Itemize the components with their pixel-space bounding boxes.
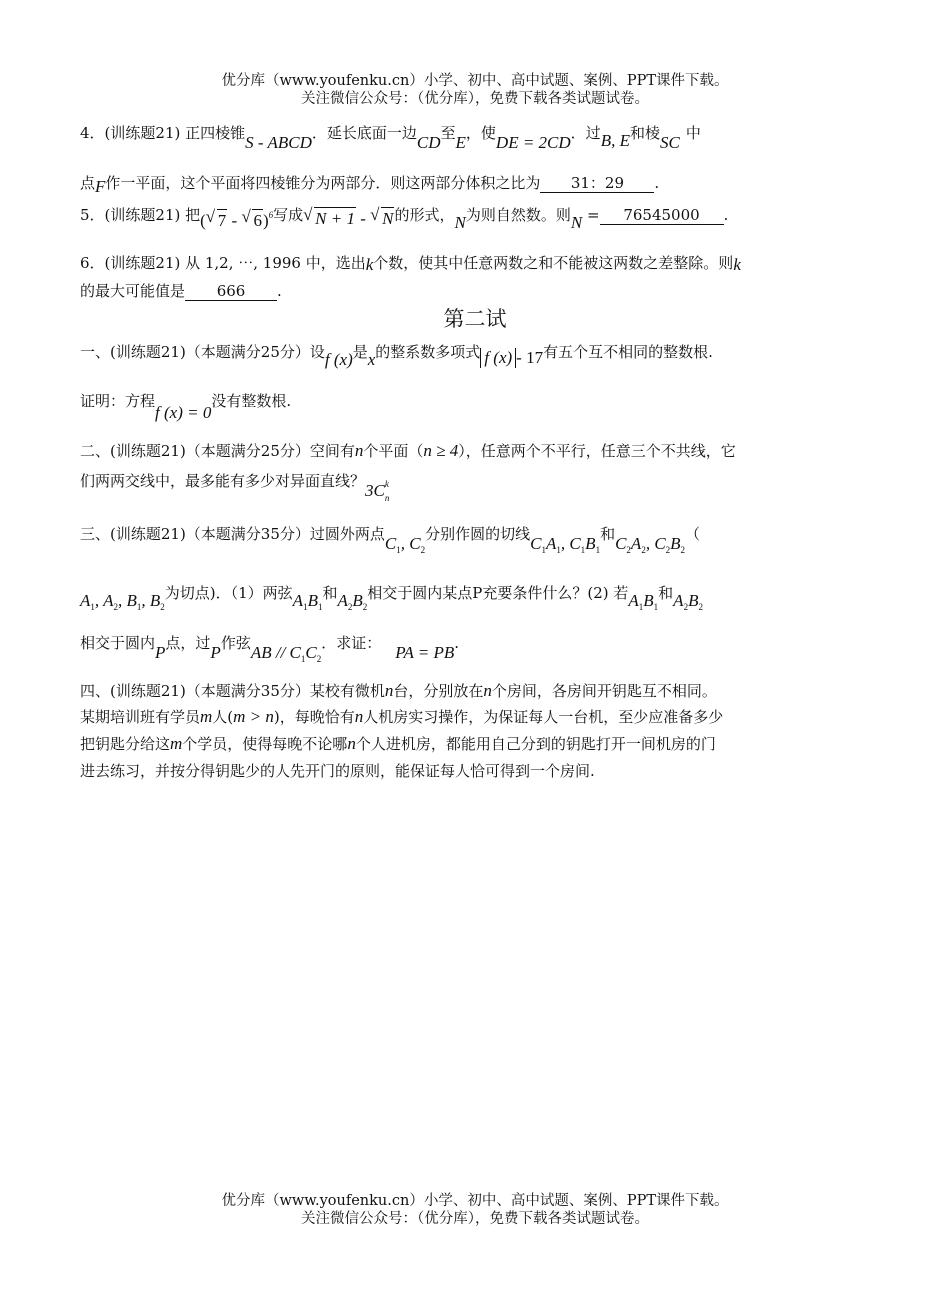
page-header xyxy=(0,72,950,108)
q5-line: 5．(训练题21) 把( √ 7 - √ 6)$^6$写成 √ N + 1 - √ N的形式，N为则自然数。则N = 76545000 . xyxy=(80,205,729,232)
p3-line-1: 三、(训练题21)（本题满分35分）过圆外两点$C_1$, $C_2$分别作圆的切线$C_1A_1$, $C_1B_1$和$C_2A_2$, $C_2B_2$（ xyxy=(80,525,701,555)
p4-line-2: 某期培训班有学员m人(m > n)，每晚恰有n人机房实习操作，为保证每人一台机，至少应准备多少 xyxy=(80,707,724,726)
p3-tangents-1: $C_1A_1$, $C_1B_1$ xyxy=(530,534,601,555)
p3-points: $C_1$, $C_2$ xyxy=(384,534,426,555)
q4-math-f: F xyxy=(95,177,106,196)
p3-tangents-2: $C_2A_2$, $C_2B_2$ xyxy=(615,534,686,555)
header-line-1: 优分库（www.youfenku.cn）小学、初中、高中试题、案例、PPT课件下载。 xyxy=(221,73,729,89)
footer-line-2: 关注微信公众号：（优分库），免费下载各类试题试卷。 xyxy=(301,1211,649,1227)
p2-line-1: 二、(训练题21)（本题满分25分）空间有n个平面（n ≥ 4），任意两个不平行，任意三个不共线，它 xyxy=(80,441,736,460)
q4-math-e: E xyxy=(455,133,466,152)
q4-math-sc: SC xyxy=(659,133,680,152)
p1-line-1: 一、(训练题21)（本题满分25分）设f (x)是x的整系数多项式 f (x) - 17有五个互不相同的整数根. xyxy=(80,343,713,369)
p1-abs-expression: f (x) xyxy=(480,348,516,367)
p4-line-3: 把钥匙分给这m个学员，使得每晚不论哪n个人进机房，都能用自己分到的钥匙打开一间机房的门 xyxy=(80,734,716,753)
section-title: 第二试 xyxy=(443,307,507,331)
q4-answer: 31：29 xyxy=(540,174,654,193)
q4-math-cd: CD xyxy=(416,133,441,152)
p4-line-4: 进去练习，并按分得钥匙少的人先开门的原则，能保证每人恰可得到一个房间. xyxy=(80,762,595,780)
page-footer xyxy=(0,1192,950,1228)
q6-answer: 666 xyxy=(185,282,277,301)
p2-answer: 3C k n xyxy=(365,479,390,504)
p3-tangent-points: $A_1$, $A_2$, $B_1$, $B_2$ xyxy=(80,591,165,612)
p3-line-3: 相交于圆内P点，过P作弦AB // $C_1C_2$．求证： PA = PB. xyxy=(80,634,460,664)
q5-form: √ N + 1 - √ N xyxy=(303,205,394,228)
q4-math-de: DE = 2CD xyxy=(495,133,571,152)
q5-answer: 76545000 xyxy=(600,206,724,225)
p3-chord: AB // $C_1C_2$ xyxy=(250,643,322,664)
q6-line-1: 6．(训练题21) 从 1,2, ⋯, 1996 中，选出k个数，使其中任意两数之和不能被这两数之差整除。则k xyxy=(80,254,741,274)
footer-line-1: 优分库（www.youfenku.cn）小学、初中、高中试题、案例、PPT课件下载。 xyxy=(221,1193,729,1209)
q6-line-2: 的最大可能值是 666 . xyxy=(80,282,282,300)
q4-math-be: B, E xyxy=(600,131,630,150)
q4-line-1: 4．(训练题21) 正四棱锥S - ABCD．延长底面一边CD至E，使DE = 2CD．过B, E和棱SC 中 xyxy=(80,124,701,152)
p4-line-1: 四、(训练题21)（本题满分35分）某校有微机n台，分别放在n个房间，各房间开钥匙互不相同。 xyxy=(80,681,717,700)
header-line-2: 关注微信公众号：（优分库），免费下载各类试题试卷。 xyxy=(301,91,649,107)
q4-math-pyramid: S - ABCD xyxy=(245,133,312,152)
q5-expression: ( √ 7 - √ 6)$^6$ xyxy=(200,207,274,230)
q4-line-2: 点F作一平面，这个平面将四棱锥分为两部分．则这两部分体积之比为 31：29 . xyxy=(80,174,660,196)
p3-line-2: $A_1$, $A_2$, $B_1$, $B_2$为切点)．（1）两弦$A_1B_1$和$A_2B_2$相交于圆内某点P充要条件什么？(2) 若$A_1B_1$和$A_2B_2$ xyxy=(80,584,703,612)
p2-line-2: 们两两交线中，最多能有多少对异面直线？3C k n xyxy=(80,472,390,504)
p1-line-2: 证明：方程f (x) = 0没有整数根. xyxy=(80,392,292,422)
